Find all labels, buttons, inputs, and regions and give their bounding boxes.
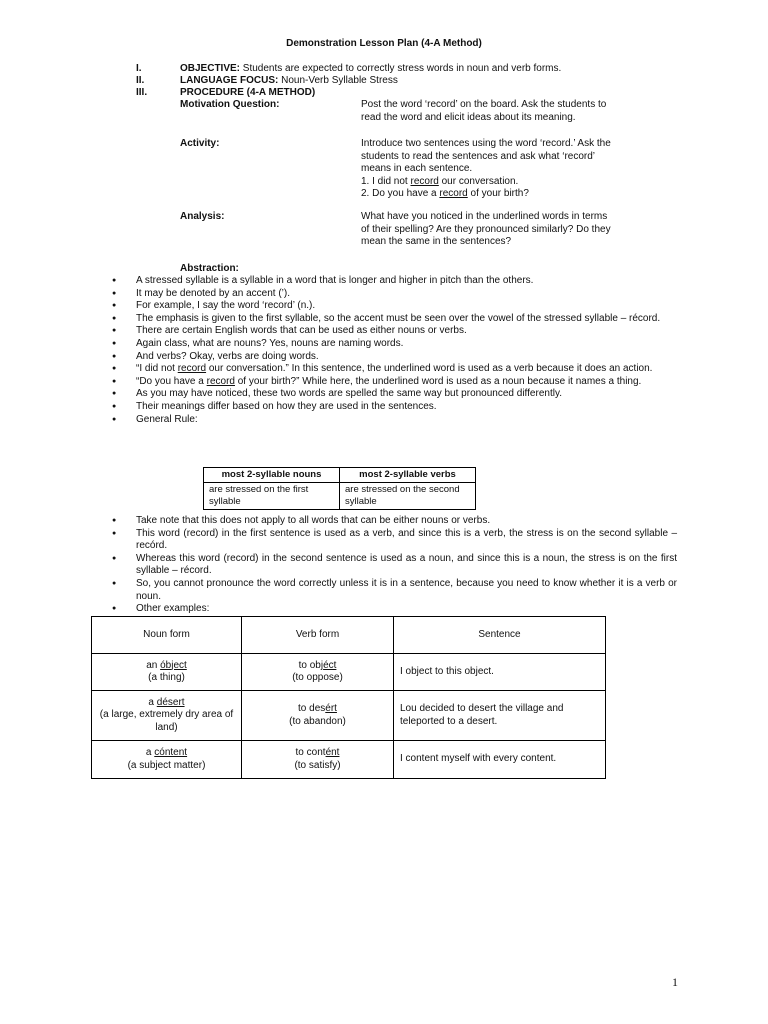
meaning-text: (to abandon) <box>289 715 346 727</box>
text-fragment: “Do you have a <box>136 375 207 387</box>
table-row <box>92 691 606 741</box>
section-label: PROCEDURE (4-A METHOD) <box>180 87 316 98</box>
list-item: ● Again class, what are nouns? Yes, nouns are naming words. <box>112 338 677 351</box>
text-fragment: 1. I did not <box>361 175 411 187</box>
underlined-word: éct <box>323 659 337 671</box>
noun-form-cell <box>92 691 242 741</box>
text-fragment: of your birth? <box>467 188 529 200</box>
motivation-label: Motivation Question: <box>180 99 280 110</box>
examples-table <box>91 616 606 779</box>
abstraction-label: Abstraction: <box>180 263 239 274</box>
table-cell: are stressed on the second syllable <box>340 483 476 510</box>
text-line: What have you noticed in the underlined words in terms <box>361 211 608 222</box>
list-item: ● Take note that this does not apply to all words that can be either nouns or verbs. <box>112 515 677 528</box>
meaning-text: (to oppose) <box>292 672 343 683</box>
text-line: students to read the sentences and ask what ‘record’ <box>361 150 596 162</box>
document-title: Demonstration Lesson Plan (4-A Method) <box>286 38 482 49</box>
section-label: OBJECTIVE: <box>180 63 241 74</box>
table-row <box>204 483 476 510</box>
underlined-word: record <box>206 375 235 387</box>
table-header-row <box>92 617 606 654</box>
text-line: Post the word ‘record’ on the board. Ask the students to <box>361 99 607 110</box>
list-item: ● It may be denoted by an accent (’). <box>112 288 677 301</box>
analysis-text <box>361 211 661 249</box>
section-text: Students are expected to correctly stress words in noun and verb forms. <box>240 63 562 74</box>
verb-form-cell <box>242 741 394 779</box>
verb-form-cell <box>242 691 394 741</box>
underlined-word: óbject <box>160 659 187 671</box>
table-header-cell: Sentence <box>394 617 606 654</box>
underlined-word: cóntent <box>154 747 188 758</box>
text-fragment: “I did not <box>136 363 178 375</box>
section-number: II. <box>136 75 145 86</box>
rule-notes-bullet-list <box>112 515 677 616</box>
text-line: of their spelling? Are they pronounced similarly? Do they <box>361 223 611 235</box>
list-item: ● Their meanings differ based on how they are used in the sentences. <box>112 401 677 414</box>
list-item <box>112 376 677 389</box>
table-header-cell: most 2-syllable nouns <box>204 468 340 483</box>
text-line: means in each sentence. <box>361 163 473 175</box>
verb-form-cell <box>242 654 394 691</box>
noun-form-cell <box>92 741 242 779</box>
list-item: ● Whereas this word (record) in the second sentence is used as a noun, and since this is a noun, the stress is on the first syllable – récord. <box>112 553 677 578</box>
list-item: ● This word (record) in the first sentence is used as a verb, and since this is a verb, the stress is on the second syllable – recórd. <box>112 528 677 553</box>
underlined-word: ént <box>325 747 340 758</box>
section-objective <box>136 63 561 75</box>
section-language-focus <box>136 75 398 87</box>
text-line: mean the same in the sentences? <box>361 236 512 248</box>
underlined-word: ért <box>325 703 337 714</box>
meaning-text: (a large, extremely dry area of land) <box>99 709 234 733</box>
text-line: Introduce two sentences using the word ‘record.’ Ask the <box>361 138 611 149</box>
text-fragment: to cont <box>295 747 326 758</box>
list-item: ● General Rule: <box>112 414 677 427</box>
underlined-word: record <box>410 175 439 187</box>
table-header-row <box>204 468 476 483</box>
meaning-text: (to satisfy) <box>294 759 341 771</box>
activity-text <box>361 138 661 201</box>
table-header-cell: Verb form <box>242 617 394 654</box>
section-text: Noun-Verb Syllable Stress <box>278 75 398 86</box>
text-fragment: an <box>146 659 161 671</box>
text-fragment: our conversation.” In this sentence, the underlined word is used as a verb because it does an action. <box>206 363 653 375</box>
text-fragment: to des <box>298 703 326 714</box>
underlined-word: record <box>177 363 207 375</box>
table-header-cell: Noun form <box>92 617 242 654</box>
page-number: 1 <box>672 975 678 989</box>
list-item: ● The emphasis is given to the first syllable, so the accent must be seen over the vowel of the stressed syllable – récord. <box>112 313 677 326</box>
motivation-text <box>361 99 661 124</box>
text-fragment: 2. Do you have a <box>361 188 440 200</box>
activity-sentence-2 <box>361 188 661 201</box>
text-fragment: to obj <box>298 659 324 671</box>
list-item: ● Other examples: <box>112 603 677 616</box>
list-item: ● There are certain English words that can be used as either nouns or verbs. <box>112 325 677 338</box>
underlined-word: record <box>439 188 468 200</box>
list-item: ● A stressed syllable is a syllable in a word that is longer and higher in pitch than the others. <box>112 275 677 288</box>
list-item: ● So, you cannot pronounce the word correctly unless it is in a sentence, because you need to know whether it is a verb or noun. <box>112 578 677 603</box>
list-item: ● As you may have noticed, these two words are spelled the same way but pronounced differently. <box>112 388 677 401</box>
list-item <box>112 363 677 376</box>
list-item: ● For example, I say the word ‘record’ (n.). <box>112 300 677 313</box>
sentence-cell: Lou decided to desert the village and teleported to a desert. <box>394 691 606 741</box>
activity-sentence-1 <box>361 176 661 189</box>
table-cell: are stressed on the first syllable <box>204 483 340 510</box>
activity-label: Activity: <box>180 138 220 149</box>
section-number: III. <box>136 87 148 98</box>
section-procedure <box>136 87 315 99</box>
section-label: LANGUAGE FOCUS: <box>180 75 279 86</box>
text-fragment: of your birth?” While here, the underlined word is used as a noun because it names a thing. <box>234 375 642 387</box>
table-row <box>92 741 606 779</box>
abstraction-bullet-list <box>112 275 677 426</box>
meaning-text: (a subject matter) <box>127 759 206 771</box>
underlined-word: désert <box>156 696 185 708</box>
sentence-cell: I content myself with every content. <box>394 741 606 779</box>
meaning-text: (a thing) <box>148 672 185 683</box>
text-fragment: our conversation. <box>438 175 519 187</box>
text-fragment: a <box>145 747 155 758</box>
text-fragment: a <box>148 696 157 708</box>
table-header-cell: most 2-syllable verbs <box>340 468 476 483</box>
table-row <box>92 654 606 691</box>
section-number: I. <box>136 63 142 74</box>
list-item: ● And verbs? Okay, verbs are doing words. <box>112 351 677 364</box>
noun-form-cell <box>92 654 242 691</box>
text-line: read the word and elicit ideas about its meaning. <box>361 111 576 123</box>
sentence-cell: I object to this object. <box>394 654 606 691</box>
general-rule-table <box>203 467 476 510</box>
analysis-label: Analysis: <box>180 211 225 222</box>
